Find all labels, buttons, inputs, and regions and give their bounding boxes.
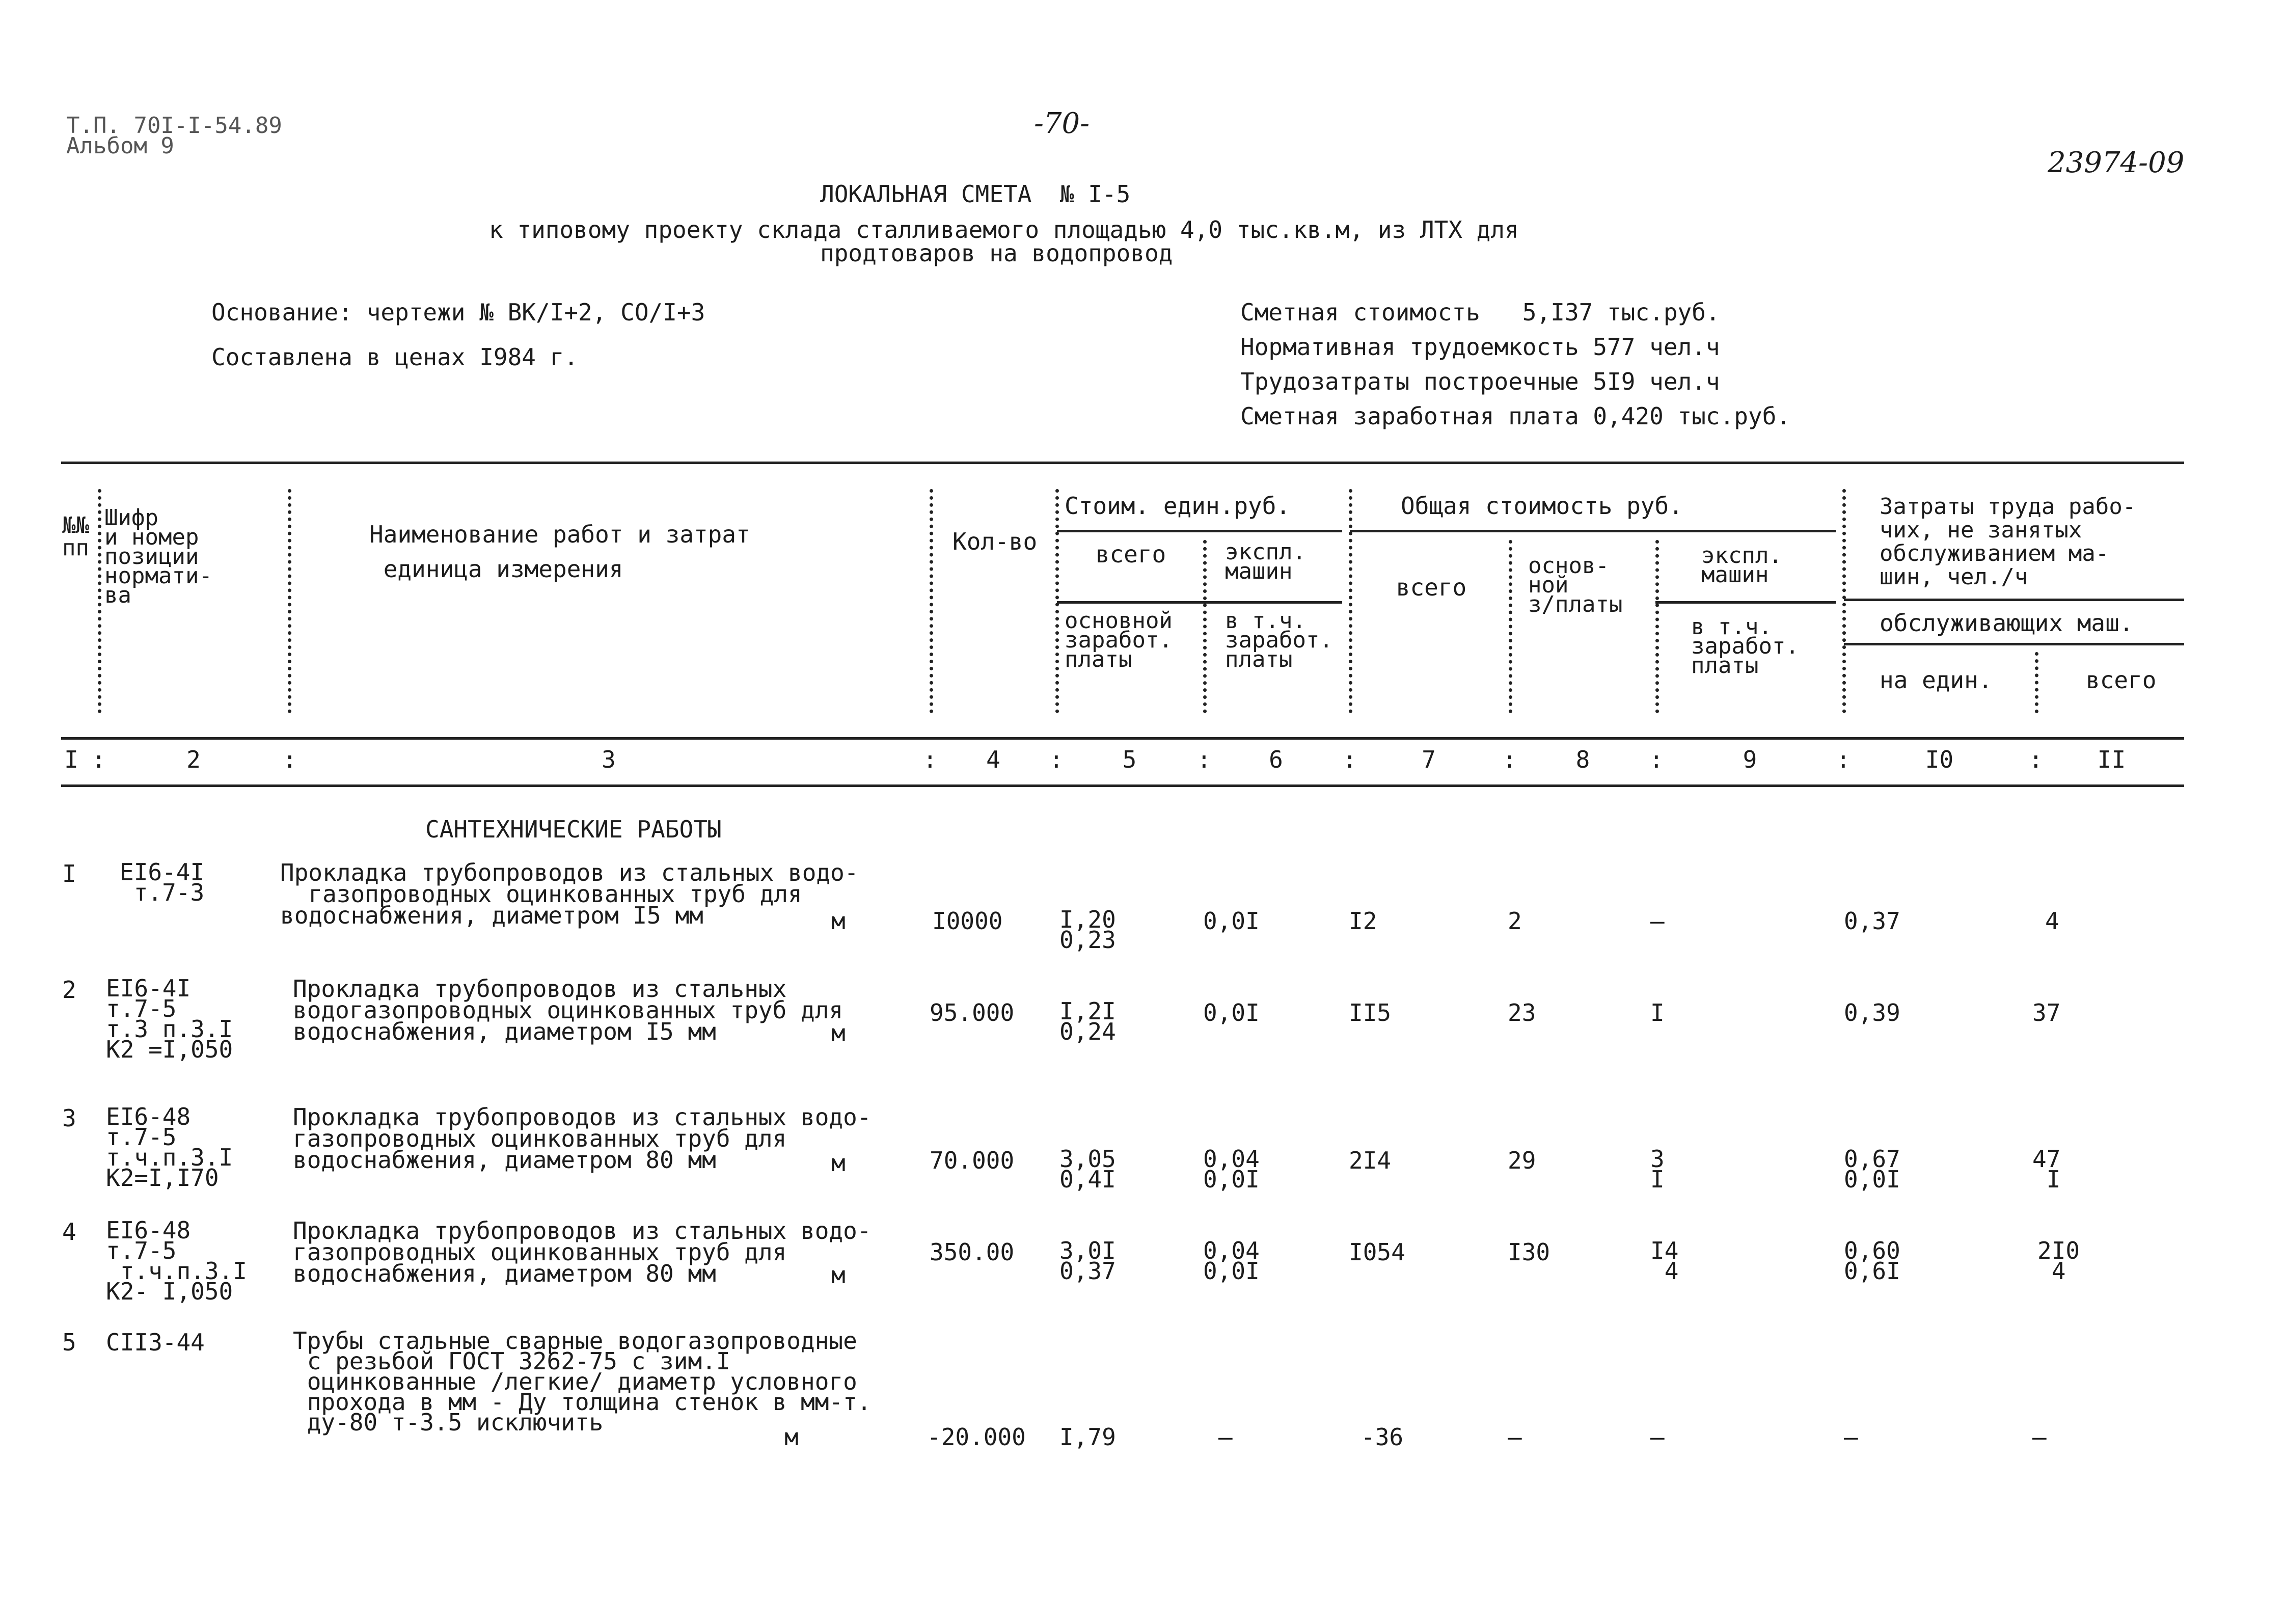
column-separator-colon: : bbox=[2029, 746, 2043, 773]
column-number: I bbox=[64, 746, 78, 773]
col-header-total-cost: Общая стоимость руб. bbox=[1401, 492, 1683, 520]
row-code: ЕI6-4I т.7-3 bbox=[120, 858, 205, 906]
row-machines: I4 4 bbox=[1650, 1237, 1679, 1285]
labor-intensity: Нормативная трудоемкость 577 чел.ч bbox=[1240, 333, 1720, 361]
row-total: 2I4 bbox=[1349, 1147, 1392, 1174]
document-subtitle-line-2: продтоваров на водопровод bbox=[820, 239, 1173, 267]
col-header-unit-wage: основной заработ. платы bbox=[1065, 608, 1173, 672]
row-labor-total: 37 bbox=[2032, 999, 2061, 1026]
row-base-wage: 29 bbox=[1508, 1147, 1536, 1174]
row-number: 4 bbox=[62, 1218, 76, 1246]
machines-sub-rule bbox=[1655, 601, 1836, 604]
row-quantity: 350.00 bbox=[930, 1238, 1015, 1266]
col-separator bbox=[288, 489, 291, 713]
row-machines: 3 I bbox=[1650, 1145, 1665, 1193]
row-base-wage: 2 bbox=[1508, 907, 1522, 935]
row-description: Прокладка трубопроводов из стальных водогазопроводных оцинкованных труб для водоснабжения, диаметром I5 мм bbox=[293, 975, 843, 1045]
column-number: 5 bbox=[1122, 746, 1137, 773]
row-unit-machines: 0,04 0,0I bbox=[1203, 1237, 1260, 1285]
col-separator bbox=[1203, 540, 1207, 713]
row-quantity: 70.000 bbox=[930, 1147, 1015, 1174]
row-unit: м bbox=[831, 907, 846, 935]
col-separator bbox=[1842, 489, 1846, 713]
header-bottom-rule bbox=[61, 737, 2184, 740]
row-code: ЕI6-48 т.7-5 т.ч.п.3.I К2- I,050 bbox=[106, 1216, 247, 1305]
labor-sub-rule-2 bbox=[1844, 643, 2184, 645]
unit-cost-sub-rule-2 bbox=[1057, 601, 1342, 604]
row-labor-total: 2I0 4 bbox=[2037, 1237, 2080, 1285]
labor-sub-rule bbox=[1844, 599, 2184, 601]
col-header-unit-total: всего bbox=[1095, 540, 1166, 568]
column-separator-colon: : bbox=[1649, 746, 1664, 773]
column-separator-colon: : bbox=[1836, 746, 1850, 773]
registration-stamp: 23974-09 bbox=[2048, 146, 2185, 179]
row-total: I2 bbox=[1349, 907, 1377, 935]
row-machines: – bbox=[1650, 1423, 1665, 1451]
col-header-unit-machines: экспл. машин bbox=[1225, 539, 1306, 584]
column-number: 2 bbox=[186, 746, 201, 773]
row-labor-per-unit: 0,67 0,0I bbox=[1844, 1145, 1900, 1193]
column-number: II bbox=[2097, 746, 2126, 773]
col-header-total: всего bbox=[1396, 574, 1467, 601]
row-machines: – bbox=[1650, 907, 1665, 935]
column-number: 8 bbox=[1575, 746, 1590, 773]
row-labor-total: 47 I bbox=[2032, 1145, 2061, 1193]
col-header-base-wage: основ- ной з/платы bbox=[1528, 553, 1623, 617]
row-unit-cost: I,2I 0,24 bbox=[1059, 997, 1116, 1045]
row-description: Трубы стальные сварные водогазопроводные с резьбой ГОСТ 3262-75 с зим.I оцинкованные /легкие/ диаметр условного прохода в мм - Ду толщина стенок в мм-т. ду-80 т-3.5 исключить bbox=[293, 1327, 872, 1436]
row-number: 5 bbox=[62, 1329, 76, 1356]
col-header-labor-sub: обслуживающих маш. bbox=[1880, 609, 2134, 637]
row-total: II5 bbox=[1349, 999, 1392, 1026]
page-number: -70- bbox=[1034, 107, 1090, 140]
labor-on-site: Трудозатраты построечные 5I9 чел.ч bbox=[1240, 368, 1720, 395]
basis-text: Основание: чертежи № ВК/I+2, СО/I+3 bbox=[211, 299, 705, 326]
row-unit: м bbox=[831, 1149, 846, 1177]
row-base-wage: I30 bbox=[1508, 1238, 1550, 1266]
row-labor-total: 4 bbox=[2045, 907, 2059, 935]
row-unit: м bbox=[831, 1019, 846, 1047]
doc-reference: Т.П. 70I-I-54.89 bbox=[66, 113, 282, 139]
estimated-cost: Сметная стоимость 5,I37 тыс.руб. bbox=[1240, 299, 1720, 326]
col-header-per-unit: на един. bbox=[1880, 666, 1993, 694]
col-separator bbox=[2035, 652, 2038, 713]
unit-cost-sub-rule bbox=[1057, 530, 1342, 532]
row-total: -36 bbox=[1361, 1423, 1404, 1451]
row-unit-machines: – bbox=[1218, 1423, 1233, 1451]
col-header-unit-machine-wage: в т.ч. заработ. платы bbox=[1225, 608, 1333, 672]
row-code: СII3-44 bbox=[106, 1329, 205, 1356]
col-separator bbox=[1349, 489, 1352, 713]
column-separator-colon: : bbox=[1343, 746, 1357, 773]
row-unit-machines: 0,0I bbox=[1203, 999, 1260, 1026]
row-number: I bbox=[62, 860, 76, 887]
row-description: Прокладка трубопроводов из стальных водо- газопроводных оцинкованных труб для водоснабжения, диаметром 80 мм bbox=[293, 1217, 872, 1287]
row-number: 2 bbox=[62, 976, 76, 1004]
row-labor-per-unit: 0,60 0,6I bbox=[1844, 1237, 1900, 1285]
row-unit: м bbox=[831, 1261, 846, 1289]
col-header-unit-cost: Стоим. един.руб. bbox=[1065, 492, 1291, 520]
row-total: I054 bbox=[1349, 1238, 1405, 1266]
column-separator-colon: : bbox=[1197, 746, 1211, 773]
row-unit-cost: I,20 0,23 bbox=[1059, 906, 1116, 954]
row-labor-total: – bbox=[2032, 1423, 2047, 1451]
row-code: ЕI6-48 т.7-5 т.ч.п.3.I К2=I,I70 bbox=[106, 1103, 233, 1192]
row-base-wage: 23 bbox=[1508, 999, 1536, 1026]
col-header-quantity: Кол-во bbox=[953, 528, 1038, 555]
estimated-wage: Сметная заработная плата 0,420 тыс.руб. bbox=[1240, 402, 1791, 430]
column-number: 7 bbox=[1422, 746, 1436, 773]
row-quantity: I0000 bbox=[932, 907, 1003, 935]
col-separator bbox=[1509, 540, 1512, 713]
row-description: Прокладка трубопроводов из стальных водо- газопроводных оцинкованных труб для водоснабжения, диаметром 80 мм bbox=[293, 1103, 872, 1174]
column-separator-colon: : bbox=[1049, 746, 1064, 773]
row-unit-cost: 3,05 0,4I bbox=[1059, 1145, 1116, 1193]
row-base-wage: – bbox=[1508, 1423, 1522, 1451]
column-separator-colon: : bbox=[923, 746, 937, 773]
row-unit-machines: 0,0I bbox=[1203, 907, 1260, 935]
column-number: 6 bbox=[1269, 746, 1283, 773]
col-header-machine-wage: в т.ч. заработ. платы bbox=[1691, 614, 1799, 679]
document-title: ЛОКАЛЬНАЯ СМЕТА № I-5 bbox=[820, 180, 1131, 208]
row-quantity: -20.000 bbox=[927, 1423, 1026, 1451]
document-subtitle-line-1: к типовому проекту склада сталливаемого площадью 4,0 тыс.кв.м, из ЛТХ для bbox=[489, 216, 1519, 243]
section-title: САНТЕХНИЧЕСКИЕ РАБОТЫ bbox=[425, 816, 722, 843]
column-number: I0 bbox=[1925, 746, 1954, 773]
col-header-code: Шифр и номер позиции нормати- ва bbox=[104, 505, 212, 608]
column-number: 3 bbox=[602, 746, 616, 773]
col-header-name: Наименование работ и затрат единица измерения bbox=[369, 521, 750, 583]
row-labor-per-unit: – bbox=[1844, 1423, 1858, 1451]
row-quantity: 95.000 bbox=[930, 999, 1015, 1026]
column-number: 4 bbox=[986, 746, 1000, 773]
row-machines: I bbox=[1650, 999, 1665, 1026]
column-separator-colon: : bbox=[1503, 746, 1517, 773]
price-year-text: Составлена в ценах I984 г. bbox=[211, 343, 579, 371]
row-unit-machines: 0,04 0,0I bbox=[1203, 1145, 1260, 1193]
col-header-labor: Затраты труда рабо- чих, не занятых обслуживанием ма- шин, чел./ч bbox=[1880, 494, 2136, 590]
column-numbers-rule bbox=[61, 784, 2184, 787]
row-unit: м bbox=[784, 1423, 799, 1451]
col-header-machines: экспл. машин bbox=[1701, 543, 1782, 588]
col-header-number: №№ пп bbox=[62, 512, 89, 561]
row-code: ЕI6-4I т.7-5 т.3 п.3.I К2 =I,050 bbox=[106, 975, 233, 1063]
col-separator bbox=[98, 489, 101, 713]
row-description: Прокладка трубопроводов из стальных водо- газопроводных оцинкованных труб для водоснабжения, диаметром I5 мм bbox=[280, 859, 859, 929]
col-separator bbox=[1055, 489, 1059, 713]
col-separator bbox=[930, 489, 933, 713]
col-header-labor-total: всего bbox=[2086, 666, 2157, 694]
table-top-rule bbox=[61, 462, 2184, 464]
column-separator-colon: : bbox=[92, 746, 106, 773]
column-separator-colon: : bbox=[283, 746, 297, 773]
total-cost-sub-rule bbox=[1350, 530, 1836, 532]
row-unit-cost: I,79 bbox=[1059, 1423, 1116, 1451]
row-labor-per-unit: 0,39 bbox=[1844, 999, 1900, 1026]
row-unit-cost: 3,0I 0,37 bbox=[1059, 1237, 1116, 1285]
album-label: Альбом 9 bbox=[66, 133, 174, 159]
col-separator bbox=[1655, 540, 1659, 713]
column-number: 9 bbox=[1743, 746, 1757, 773]
row-number: 3 bbox=[62, 1104, 76, 1132]
row-labor-per-unit: 0,37 bbox=[1844, 907, 1900, 935]
